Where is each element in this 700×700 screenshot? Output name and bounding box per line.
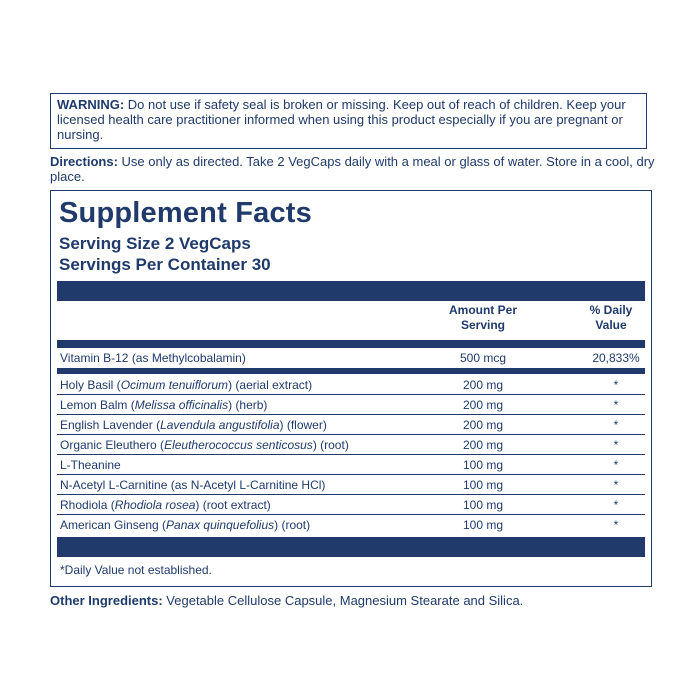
ingredient-name: Lemon Balm ( [60, 398, 135, 412]
ingredient-amount: 200 mg [462, 398, 504, 412]
ingredient-dv: * [613, 418, 619, 432]
footer-bar [57, 537, 645, 557]
ingredient-row [57, 375, 645, 395]
ingredient-amount: 200 mg [462, 378, 504, 392]
ingredient-dv: * [613, 378, 619, 392]
header-bar-top [57, 281, 645, 301]
vitamin-name: Vitamin B-12 (as Methylcobalamin) [60, 351, 246, 365]
ingredient-latin: Panax quinquefolius [166, 518, 275, 532]
other-ingredients-label: Other Ingredients: [50, 593, 163, 608]
directions [50, 154, 655, 184]
ingredient-amount: 100 mg [462, 498, 504, 512]
header-bar-thick [57, 340, 645, 348]
warning-label: WARNING: [57, 97, 125, 112]
ingredient-row [57, 395, 645, 415]
ingredient-amount: 100 mg [462, 458, 504, 472]
ingredient-latin: Melissa officinalis [134, 398, 229, 412]
ingredient-name: L-Theanine [60, 458, 121, 472]
ingredient-part: ) (root extract) [195, 498, 271, 512]
ingredient-part: ) (aerial extract) [228, 378, 313, 392]
ingredient-dv: * [613, 438, 619, 452]
amount-header [433, 303, 533, 333]
directions-text: Use only as directed. Take 2 VegCaps daily with a meal or glass of water. Store in a cool, dry place. [50, 154, 655, 184]
supplement-facts-panel [50, 190, 652, 587]
vitamin-amount: 500 mcg [459, 351, 507, 365]
ingredient-name: American Ginseng ( [60, 518, 167, 532]
dv-header [561, 303, 661, 333]
ingredient-row [57, 435, 645, 455]
facts-title: Supplement Facts [59, 197, 312, 229]
warning-box [50, 93, 647, 149]
ingredient-dv: * [613, 498, 619, 512]
ingredient-row [57, 455, 645, 475]
footnote: *Daily Value not established. [60, 563, 212, 577]
ingredient-part: ) (root) [312, 438, 349, 452]
ingredient-part: ) (root) [274, 518, 311, 532]
ingredient-part: ) (herb) [228, 398, 268, 412]
ingredient-part: ) (flower) [279, 418, 327, 432]
ingredient-name: Holy Basil ( [60, 378, 121, 392]
warning-text: Do not use if safety seal is broken or missing. Keep out of reach of children. Keep your licensed health care practitioner informed when using this product especially if you are pregnant or nursing. [57, 97, 626, 142]
dv-header-line1: % Daily [589, 303, 633, 317]
ingredient-row [57, 415, 645, 435]
other-ingredients-text: Vegetable Cellulose Capsule, Magnesium Stearate and Silica. [162, 593, 524, 608]
ingredient-row [57, 475, 645, 495]
ingredient-dv: * [613, 458, 619, 472]
ingredient-dv: * [613, 518, 619, 532]
ingredient-name: English Lavender ( [60, 418, 161, 432]
vitamin-dv: 20,833% [592, 351, 640, 365]
ingredient-name: Rhodiola ( [60, 498, 115, 512]
ingredient-latin: Lavendula angustifolia [160, 418, 280, 432]
serving-size: Serving Size 2 VegCaps [59, 234, 251, 253]
amount-header-line2: Serving [460, 318, 505, 332]
ingredient-row [57, 495, 645, 515]
ingredient-amount: 200 mg [462, 438, 504, 452]
ingredient-dv: * [613, 398, 619, 412]
vitamin-row [57, 349, 645, 374]
ingredient-latin: Eleutherococcus senticosus [164, 438, 313, 452]
ingredient-dv: * [613, 478, 619, 492]
ingredient-row [57, 515, 645, 535]
other-ingredients [50, 593, 523, 608]
ingredient-amount: 200 mg [462, 418, 504, 432]
ingredient-latin: Ocimum tenuiflorum [120, 378, 229, 392]
ingredient-name: Organic Eleuthero ( [60, 438, 165, 452]
ingredient-amount: 100 mg [462, 518, 504, 532]
ingredient-amount: 100 mg [462, 478, 504, 492]
ingredient-name: N-Acetyl L-Carnitine (as N-Acetyl L-Carnitine HCl) [60, 478, 326, 492]
servings-per-container: Servings Per Container 30 [59, 255, 271, 274]
dv-header-line2: Value [595, 318, 627, 332]
amount-header-line1: Amount Per [448, 303, 517, 317]
ingredient-latin: Rhodiola rosea [114, 498, 196, 512]
directions-label: Directions: [50, 154, 118, 169]
